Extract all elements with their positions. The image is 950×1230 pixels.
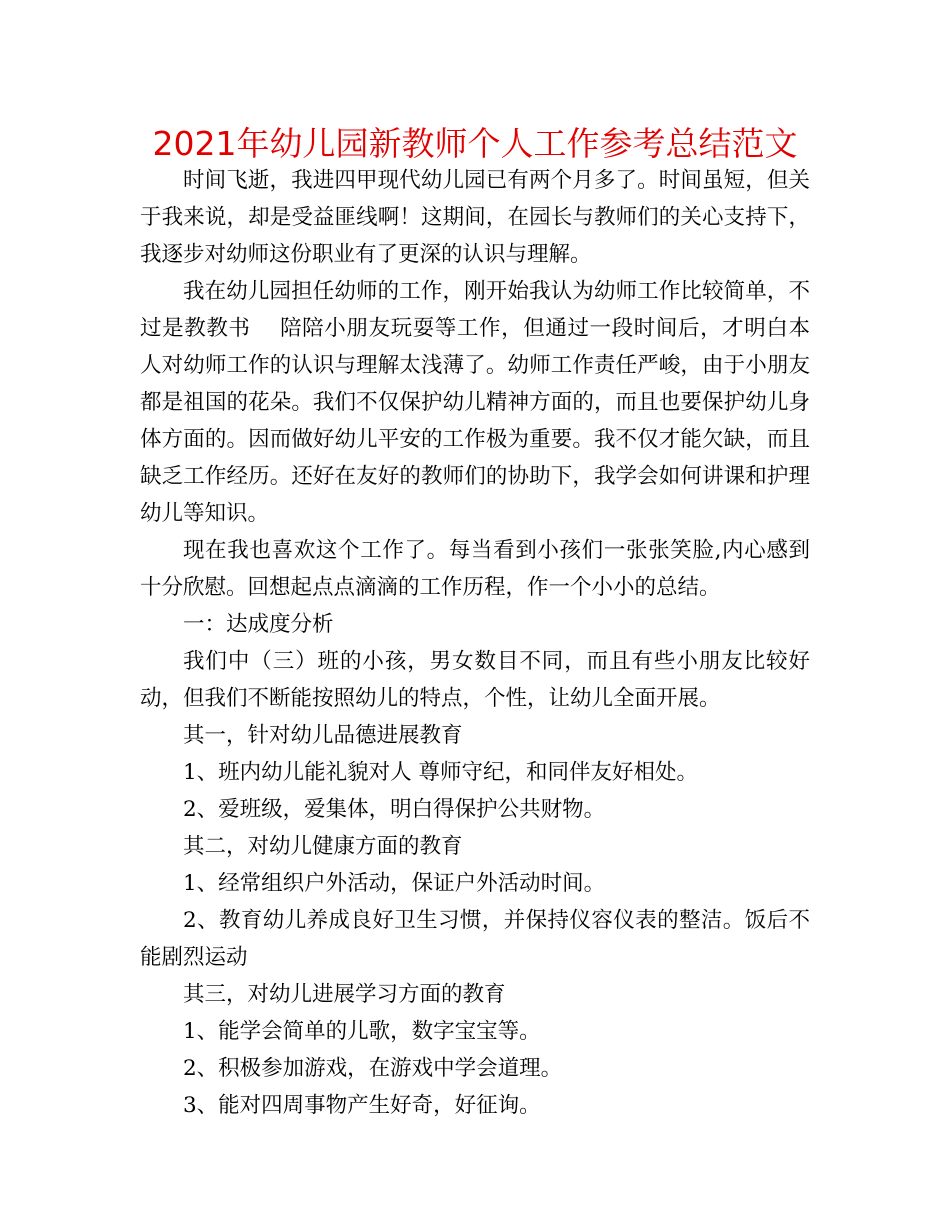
list-item: 1、经常组织户外活动，保证户外活动时间。	[183, 871, 606, 896]
paragraph: 时间飞逝，我进四甲现代幼儿园已有两个月多了。时间虽短，但关于我来说，却是受益匪线啊！这期间，在园长与教师们的关心支持下，我逐步对幼师这份职业有了更深的认识与理解。	[140, 168, 810, 267]
sub-heading: 其二，对幼儿健康方面的教育	[183, 834, 463, 859]
paragraph: 现在我也喜欢这个工作了。每当看到小孩们一张张笑脸,内心感到十分欣慰。回想起点点滴滴的工作历程，作一个小小的总结。	[140, 538, 810, 600]
list-item: 2、爱班级，爱集体，明白得保护公共财物。	[183, 797, 606, 822]
list-item: 3、能对四周事物产生好奇，好征询。	[183, 1093, 541, 1118]
document-body	[140, 162, 810, 1124]
list-item: 1、能学会简单的儿歌，数字宝宝等。	[183, 1019, 541, 1044]
paragraph: 我在幼儿园担任幼师的工作，刚开始我认为幼师工作比较简单，不过是教教书 陪陪小朋友玩耍等工作，但通过一段时间后，才明白本人对幼师工作的认识与理解太浅薄了。幼师工作责任严峻，由于小朋友都是祖国的花朵。我们不仅保护幼儿精神方面的，而且也要保护幼儿身体方面的。因而做好幼儿平安的工作极为重要。我不仅才能欠缺，而且缺乏工作经历。还好在友好的教师们的协助下，我学会如何讲课和护理幼儿等知识。	[140, 279, 810, 526]
paragraph: 我们中（三）班的小孩，男女数目不同，而且有些小朋友比较好动，但我们不断能按照幼儿的特点，个性，让幼儿全面开展。	[140, 649, 810, 711]
list-item: 1、班内幼儿能礼貌对人 尊师守纪，和同伴友好相处。	[183, 760, 699, 785]
document-title: 2021年幼儿园新教师个人工作参考总结范文	[152, 124, 798, 163]
sub-heading: 其三，对幼儿进展学习方面的教育	[183, 982, 506, 1007]
section-heading: 一：达成度分析	[183, 612, 334, 637]
list-item: 2、积极参加游戏，在游戏中学会道理。	[183, 1056, 563, 1081]
sub-heading: 其一，针对幼儿品德进展教育	[183, 723, 463, 748]
list-item: 2、教育幼儿养成良好卫生习惯，并保持仪容仪表的整洁。饭后不能剧烈运动	[140, 908, 810, 970]
